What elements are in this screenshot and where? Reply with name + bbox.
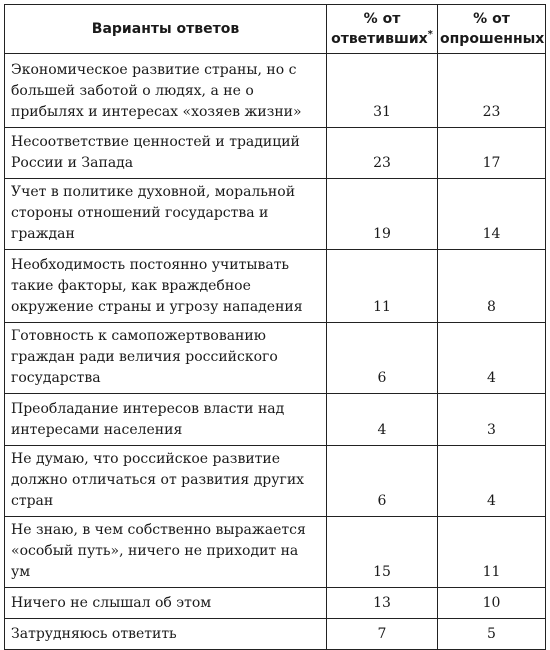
surveyed-cell: 17 <box>438 128 546 179</box>
answer-cell: Не думаю, что российское развитие должно отличаться от развития других стран <box>5 446 327 517</box>
surveyed-cell: 3 <box>438 394 546 446</box>
responded-cell: 7 <box>327 619 438 650</box>
table-row <box>5 179 546 250</box>
header-pct-surveyed-line1: % от <box>473 11 510 27</box>
responded-cell: 11 <box>327 250 438 323</box>
answer-cell: Готовность к самопожертвованию граждан ради величия российского государства <box>5 323 327 394</box>
surveyed-cell: 14 <box>438 179 546 250</box>
answer-cell: Экономическое развитие страны, но с большей заботой о людях, а не о прибылях и интересах «хозяев жизни» <box>5 54 327 128</box>
footnote-mark: * <box>427 29 433 40</box>
responded-cell: 31 <box>327 54 438 128</box>
answer-cell: Необходимость постоянно учитывать такие факторы, как враждебное окружение страны и угрозу нападения <box>5 250 327 323</box>
table-row <box>5 323 546 394</box>
table-row <box>5 619 546 650</box>
answer-cell: Преобладание интересов власти над интересами населения <box>5 394 327 446</box>
surveyed-cell: 11 <box>438 517 546 588</box>
table-body <box>5 54 546 650</box>
header-pct-surveyed <box>438 5 546 54</box>
responded-cell: 6 <box>327 446 438 517</box>
table-header <box>5 5 546 54</box>
table-row <box>5 394 546 446</box>
surveyed-cell: 4 <box>438 446 546 517</box>
table-row <box>5 54 546 128</box>
table-row <box>5 250 546 323</box>
answer-cell: Учет в политике духовной, моральной стороны отношений государства и граждан <box>5 179 327 250</box>
answer-cell: Не знаю, в чем собственно выражается «особый путь», ничего не приходит на ум <box>5 517 327 588</box>
surveyed-cell: 8 <box>438 250 546 323</box>
responded-cell: 19 <box>327 179 438 250</box>
responded-cell: 15 <box>327 517 438 588</box>
header-pct-responded-line1: % от <box>363 11 401 27</box>
header-pct-responded <box>327 5 438 54</box>
responded-cell: 6 <box>327 323 438 394</box>
table-row <box>5 446 546 517</box>
table-row <box>5 588 546 619</box>
surveyed-cell: 10 <box>438 588 546 619</box>
surveyed-cell: 4 <box>438 323 546 394</box>
responded-cell: 23 <box>327 128 438 179</box>
responded-cell: 4 <box>327 394 438 446</box>
survey-table <box>4 4 546 650</box>
header-pct-responded-line2: ответивших <box>331 31 428 47</box>
surveyed-cell: 5 <box>438 619 546 650</box>
responded-cell: 13 <box>327 588 438 619</box>
header-answer: Варианты ответов <box>5 5 327 54</box>
header-row <box>5 5 546 54</box>
answer-cell: Затрудняюсь ответить <box>5 619 327 650</box>
surveyed-cell: 23 <box>438 54 546 128</box>
answer-cell: Несоответствие ценностей и традиций России и Запада <box>5 128 327 179</box>
header-pct-surveyed-line2: опрошенных <box>440 31 545 47</box>
answer-cell: Ничего не слышал об этом <box>5 588 327 619</box>
table-row <box>5 517 546 588</box>
table-row <box>5 128 546 179</box>
